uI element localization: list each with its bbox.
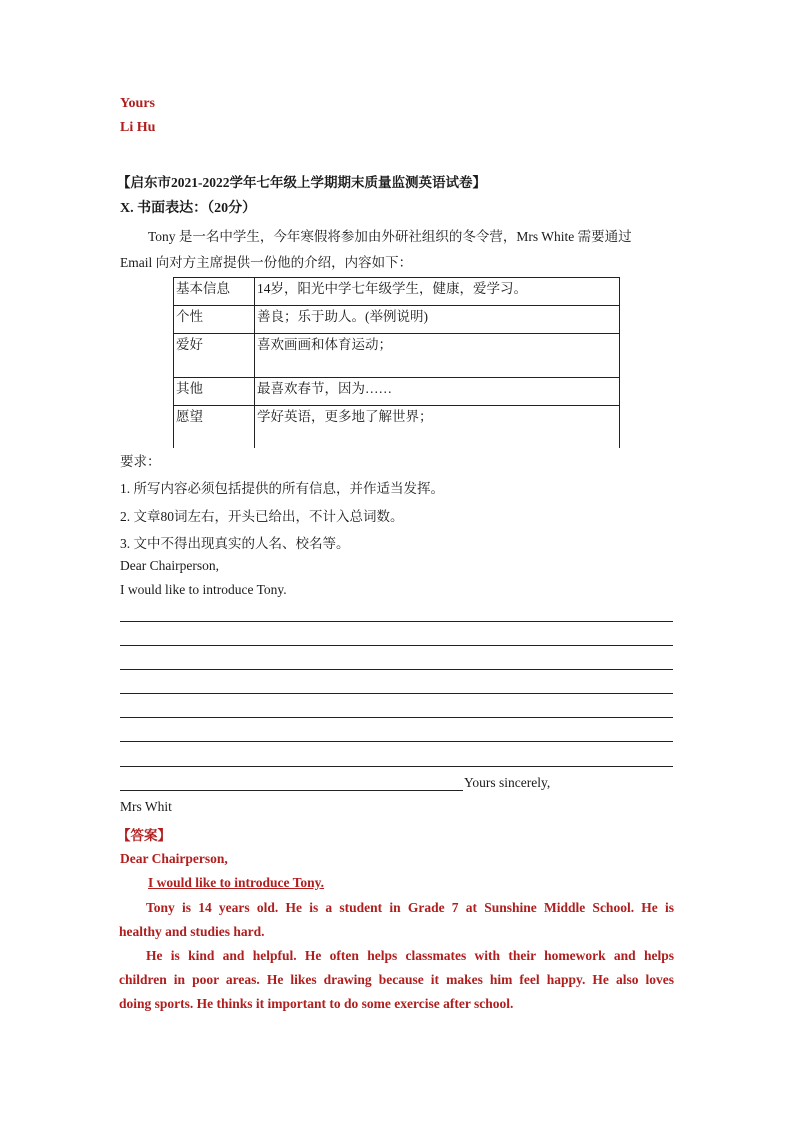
table-key: 爱好 [174,334,255,378]
closing-name: Li Hu [120,120,156,135]
letter-signature: Mrs Whit [120,799,172,814]
table-value: 学好英语，更多地了解世界； [255,406,620,448]
writing-line [120,717,673,718]
answer-opening: I would like to introduce Tony. [148,875,325,890]
table-value: 14岁，阳光中学七年级学生，健康，爱学习。 [255,278,620,306]
table-value: 善良；乐于助人。(举例说明) [255,306,620,334]
writing-line [120,741,673,742]
requirement-item: 1. 所写内容必须包括提供的所有信息，并作适当发挥。 [120,481,444,496]
closing-yours: Yours [120,96,156,111]
letter-greeting: Dear Chairperson, [120,558,219,573]
section-title: X. 书面表达：（20分） [120,201,257,216]
table-row [174,278,620,306]
answer-paragraph-2 [119,944,674,1016]
answer-line: He is kind and helpful. He often helps classmates with their homework and helps [146,948,674,963]
writing-line [120,645,673,646]
table-row [174,306,620,334]
requirement-item: 3. 文中不得出现真实的人名、校名等。 [120,536,350,551]
table-key: 其他 [174,378,255,406]
prompt-line-2: Email 向对方主席提供一份他的介绍，内容如下： [120,255,413,270]
answer-line: doing sports. He thinks it important to do some exercise after school. [119,996,514,1011]
writing-line [120,693,673,694]
prompt-line-1: Tony 是一名中学生，今年寒假将参加由外研社组织的冬令营，Mrs White 需要通过 [148,229,632,244]
writing-line [120,766,673,767]
table-key: 基本信息 [174,278,255,306]
table-row [174,406,620,448]
answer-paragraph-1 [119,896,674,944]
answer-greeting: Dear Chairperson, [120,851,228,866]
table-key: 个性 [174,306,255,334]
writing-line [120,669,673,670]
answer-line: Tony is 14 years old. He is a student in Grade 7 at Sunshine Middle School. He is [146,900,674,915]
table-key: 愿望 [174,406,255,448]
writing-line [120,621,673,622]
table-row [174,334,620,378]
answer-label: 【答案】 [117,828,171,843]
answer-line: children in poor areas. He likes drawing because it makes him feel happy. He also loves [119,972,674,987]
letter-sign-off: Yours sincerely, [464,775,551,790]
writing-line [120,790,463,791]
requirement-item: 2. 文章80词左右，开头已给出，不计入总词数。 [120,509,404,524]
table-value: 最喜欢春节，因为…… [255,378,620,406]
requirements-heading: 要求： [120,454,161,469]
table-row [174,378,620,406]
letter-opening: I would like to introduce Tony. [120,582,287,597]
answer-line: healthy and studies hard. [119,924,265,939]
info-table [173,277,620,448]
table-value: 喜欢画画和体育运动； [255,334,620,378]
exam-source: 【启东市2021-2022学年七年级上学期期末质量监测英语试卷】 [117,175,486,190]
